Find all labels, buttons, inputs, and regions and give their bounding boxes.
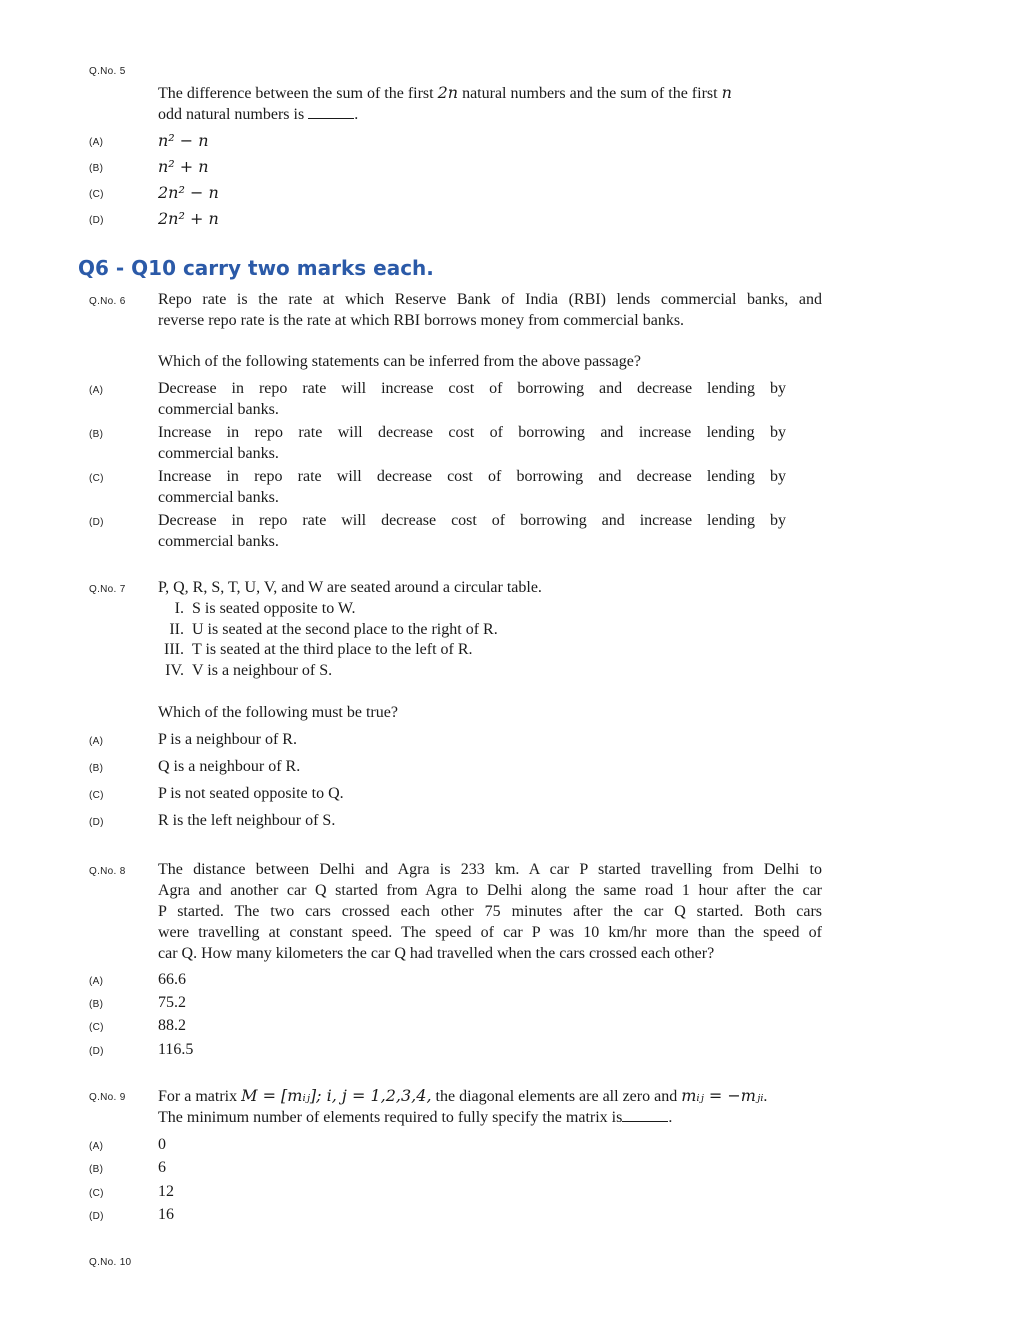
option-text: 2n² − n xyxy=(158,183,219,202)
option-letter: (C) xyxy=(89,473,104,484)
question-stem: For a matrix M = [mᵢⱼ]; i, j = 1,2,3,4, the diagonal elements are all zero and mᵢⱼ = −mⱼᵢ. The minimum number of elements required to fully specify the matrix is . xyxy=(158,1086,768,1126)
option-text: 75.2 xyxy=(158,994,186,1011)
answer-blank xyxy=(308,104,354,119)
answer-blank xyxy=(622,1107,668,1122)
option-text: 12 xyxy=(158,1183,174,1200)
option-letter: (C) xyxy=(89,790,104,801)
question-number: Q.No. 5 xyxy=(89,66,126,77)
condition-item: III. T is seated at the third place to the left of R. xyxy=(164,641,473,658)
question-number: Q.No. 6 xyxy=(89,296,126,307)
option-text: 116.5 xyxy=(158,1041,194,1058)
question-prompt: Which of the following must be true? xyxy=(158,704,398,721)
option-text: 16 xyxy=(158,1206,174,1223)
question-number: Q.No. 9 xyxy=(89,1092,126,1103)
question-stem: The difference between the sum of the first 2n natural numbers and the sum of the first n odd natural numbers is . xyxy=(158,83,732,123)
option-letter: (C) xyxy=(89,1022,104,1033)
option-letter: (A) xyxy=(89,976,104,987)
option-text: Increase in repo rate will decrease cost of borrowing and increase lending by commercial banks. xyxy=(158,424,786,462)
option-letter: (B) xyxy=(89,1164,104,1175)
option-text: P is a neighbour of R. xyxy=(158,731,297,748)
option-text: Decrease in repo rate will decrease cost of borrowing and increase lending by commercial banks. xyxy=(158,512,786,550)
option-letter: (A) xyxy=(89,736,104,747)
option-text: P is not seated opposite to Q. xyxy=(158,785,344,802)
option-text: n² − n xyxy=(158,131,209,150)
option-text: R is the left neighbour of S. xyxy=(158,812,336,829)
option-text: Q is a neighbour of R. xyxy=(158,758,301,775)
option-letter: (A) xyxy=(89,385,104,396)
question-stem: The distance between Delhi and Agra is 233 km. A car P started travelling from Delhi to Agra and another car Q started from Agra to Delhi along the same road 1 hour after the car P started. The two cars crossed each other 75 minutes after the car Q started. Both cars were travelling at constant speed. The speed of car P was 10 km/hr more than the speed of car Q. How many kilometers the car Q had travelled when the cars crossed each other? xyxy=(158,861,822,962)
question-number: Q.No. 8 xyxy=(89,866,126,877)
section-heading: Q6 - Q10 carry two marks each. xyxy=(78,256,434,280)
option-text: 0 xyxy=(158,1136,166,1153)
question-stem: P, Q, R, S, T, U, V, and W are seated around a circular table. xyxy=(158,579,542,596)
option-text: 66.6 xyxy=(158,971,186,988)
option-text: n² + n xyxy=(158,157,209,176)
option-text: 6 xyxy=(158,1159,166,1176)
option-text: Increase in repo rate will decrease cost of borrowing and decrease lending by commercial banks. xyxy=(158,468,786,506)
option-letter: (A) xyxy=(89,1141,104,1152)
option-text: 88.2 xyxy=(158,1017,186,1034)
option-letter: (D) xyxy=(89,1211,104,1222)
option-letter: (A) xyxy=(89,137,104,148)
option-letter: (B) xyxy=(89,763,104,774)
condition-item: IV. V is a neighbour of S. xyxy=(165,662,333,679)
question-number: Q.No. 7 xyxy=(89,584,126,595)
option-letter: (C) xyxy=(89,1188,104,1199)
option-letter: (D) xyxy=(89,817,104,828)
option-text: 2n² + n xyxy=(158,209,219,228)
option-letter: (B) xyxy=(89,163,104,174)
question-prompt: Which of the following statements can be inferred from the above passage? xyxy=(158,353,641,370)
option-letter: (D) xyxy=(89,1046,104,1057)
option-letter: (D) xyxy=(89,215,104,226)
option-letter: (B) xyxy=(89,429,104,440)
question-number: Q.No. 10 xyxy=(89,1257,132,1268)
question-stem: Repo rate is the rate at which Reserve Bank of India (RBI) lends commercial banks, and reverse repo rate is the rate at which RBI borrows money from commercial banks. xyxy=(158,291,822,329)
option-letter: (C) xyxy=(89,189,104,200)
option-text: Decrease in repo rate will increase cost of borrowing and decrease lending by commercial banks. xyxy=(158,380,786,418)
condition-item: II. U is seated at the second place to the right of R. xyxy=(169,621,498,638)
condition-item: I. S is seated opposite to W. xyxy=(174,600,356,617)
option-letter: (D) xyxy=(89,517,104,528)
option-letter: (B) xyxy=(89,999,104,1010)
